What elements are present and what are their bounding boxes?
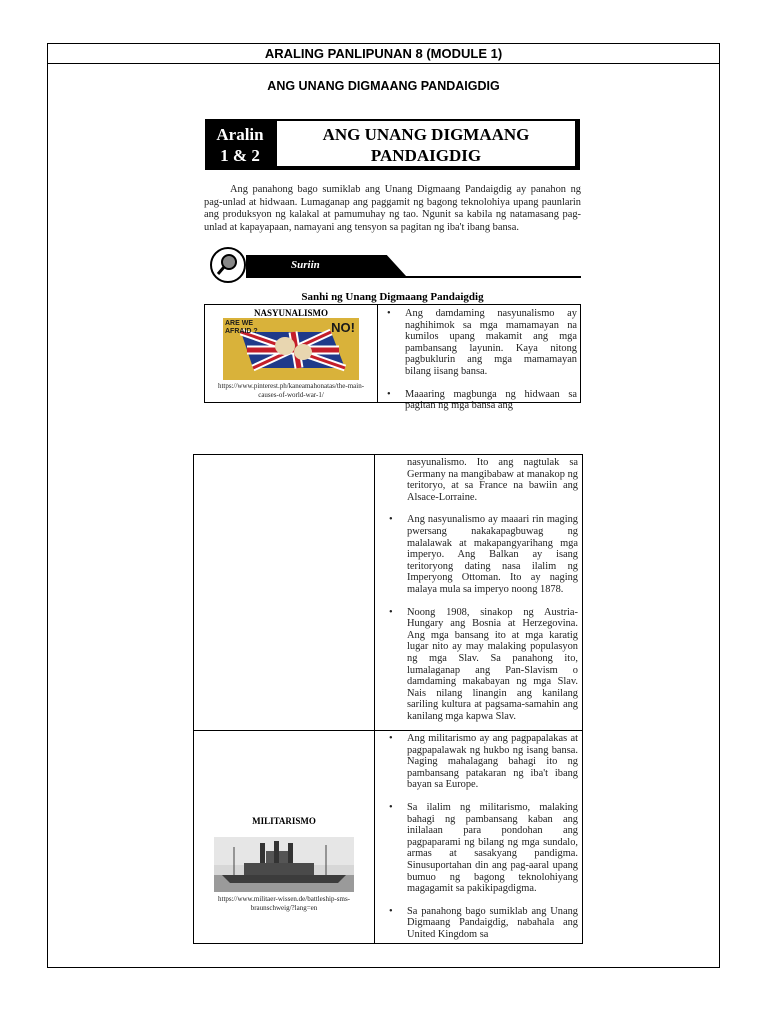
intro-paragraph: Ang panahong bago sumiklab ang Unang Digmaang Pandaigdig ay panahon ng pag-unlad at hidwaan. Lumaganap ang paggamit ng bagong teknolohiya upang paunlarin ang produksyon ng kalakal at pamumuhay ng tao. Ngunit sa kabila ng natamasang pag-unlad at kapayapaan, namayani ang tensyon sa pagitan ng iba't ibang bansa. <box>204 184 581 233</box>
bullet-item: nasyunalismo. Ito ang nagtulak sa Germany na mangibabaw at manakop ng teritoryo, at sa France na bawiin ang Alsace-Lorraine. <box>407 457 578 503</box>
militarismo-bullets <box>381 733 578 952</box>
poster-text-left: ARE WE AFRAID ? <box>225 320 258 335</box>
battleship-image <box>214 837 354 892</box>
suriin-label: Suriin <box>291 259 320 271</box>
aralin-number: 1 & 2 <box>220 146 260 165</box>
suriin-underline <box>246 276 581 278</box>
militarismo-image-url: https://www.militaer-wissen.de/battleship-sms-braunschweig/?lang=en <box>218 895 350 912</box>
lesson-banner <box>205 119 580 170</box>
lesson-title-box <box>275 119 580 170</box>
aralin-label: Aralin <box>216 125 264 144</box>
bullet-item: • Ang damdaming nasyunalismo ay naghihimok sa mga mamamayan na kumilos upang makamit ang mga pambansang layunin. Kaya nitong pagbuklurin ang mga mamamayan bilang iisang bansa. <box>379 308 577 378</box>
militarismo-label: MILITARISMO <box>252 816 316 826</box>
bullet-item: • Maaaring magbunga ng hidwaan sa pagitan ng mga bansa ang <box>379 389 577 412</box>
document-title: ANG UNANG DIGMAANG PANDAIGDIG <box>267 79 500 93</box>
section-title: Sanhi ng Unang Digmaang Pandaigdig <box>301 291 484 303</box>
bullet-item: • Ang nasyunalismo ay maaari rin maging pwersang nakakapagbuwag ng malalawak at makapangyarihang mga imperyo. Ang Balkan ay isang teritoryong dating nasa ilalim ng Imperyong Ottoman. Ito ay naging malaya mula sa imperyo noong 1878. <box>381 514 578 595</box>
nasyunalismo-table <box>204 304 581 412</box>
bullet-item: • Sa panahong bago sumiklab ang Unang Digmaang Pandaigdig, nabahala ang United Kingdom sa <box>381 906 578 941</box>
continuation-table <box>193 454 583 944</box>
nasyunalismo-image-url: https://www.pinterest.ph/kaneamahonatas/the-main-causes-of-world-war-1/ <box>217 382 365 399</box>
poster-text-right: NO! <box>331 320 355 335</box>
bullet-item: • Ang militarismo ay ang pagpapalakas at pagpapalawak ng hukbo ng isang bansa. Naging mahalagang bahagi ito ng pambansang patakaran ng iba't ibang bayan sa Europe. <box>381 733 578 791</box>
bullet-item: • Noong 1908, sinakop ng Austria-Hungary ang Bosnia at Herzegovina. Ang mga bansang ito at mga karatig lugar nito ay may malaking populasyon ng mga Slav. Sa panahong ito, lumalaganap ang Pan-Slavism o damdaming makabayan ng mga Slav. Nais nilang linangin ang kanilang sariling kultura at pagsama-samahin ang kanilang mga kapwa Slav. <box>381 607 578 723</box>
nasyunalismo-label: NASYUNALISMO <box>253 308 328 318</box>
lesson-number-box <box>205 119 275 170</box>
lesson-title-line1: ANG UNANG DIGMAANG <box>322 125 530 144</box>
page-header: ARALING PANLIPUNAN 8 (MODULE 1) <box>48 44 719 64</box>
magnifier-icon <box>210 247 246 283</box>
nasyunalismo-continued-bullets <box>381 457 578 733</box>
nasyunalismo-poster-image <box>223 318 359 380</box>
nasyunalismo-bullets <box>379 308 577 423</box>
bullet-item: • Sa ilalim ng militarismo, malaking bahagi ng pambansang kaban ang inilalaan para pondohan ang pagpaparami ng bilang ng mga sundalo, armas at sasakyang pandigma. Sinusuportahan din ang pag-aaral upang bumuo ng bagong teknolohiyang magagamit sa pakikipagdigma. <box>381 802 578 895</box>
suriin-bar <box>246 255 406 276</box>
lesson-title-line2: PANDAIGDIG <box>370 146 482 165</box>
